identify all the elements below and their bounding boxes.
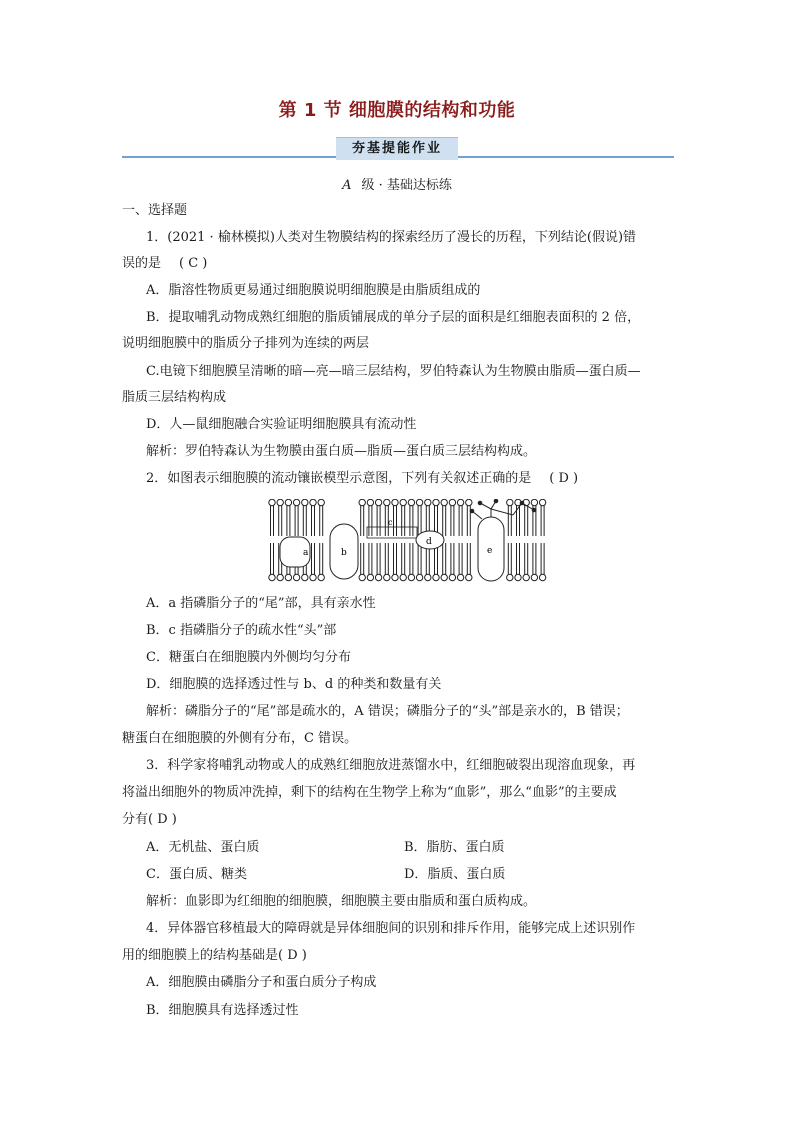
level-letter: A <box>342 178 352 193</box>
phospholipid <box>359 499 365 536</box>
q3-analysis: 解析：血影即为红细胞的细胞膜，细胞膜主要由脂质和蛋白质构成。 <box>146 894 537 909</box>
section-heading: 一、选择题 <box>122 203 188 218</box>
q2-option-d: D．细胞膜的选择透过性与 b、d 的种类和数量有关 <box>146 677 442 692</box>
phospholipid <box>539 543 545 581</box>
phospholipid <box>515 543 521 581</box>
phospholipid <box>457 543 463 581</box>
q4-stem-line2 <box>122 946 307 966</box>
label-d: d <box>426 537 432 547</box>
q4-answer: ( D ) <box>278 948 307 963</box>
q4-option-b: B．细胞膜具有选择透过性 <box>146 1003 299 1018</box>
phospholipid <box>441 499 447 536</box>
phospholipid <box>310 499 316 536</box>
phospholipid <box>318 543 324 581</box>
phospholipid <box>466 499 472 536</box>
phospholipid <box>277 499 283 536</box>
phospholipid <box>285 499 291 536</box>
q2-stem-text: 2．如图表示细胞膜的流动镶嵌模型示意图，下列有关叙述正确的是 <box>146 471 532 486</box>
q3-option-d: D．脂质、蛋白质 <box>404 867 506 882</box>
phospholipid <box>507 499 513 536</box>
phospholipid <box>466 543 472 581</box>
membrane-diagram <box>266 499 556 587</box>
page-title: 第 1 节 细胞膜的结构和功能 <box>278 100 516 121</box>
q3-stem-end: 分有 <box>122 812 149 827</box>
q4-stem-end: 用的细胞膜上的结构基础是 <box>122 948 279 963</box>
q4-stem-line1: 4．异体器官移植最大的障碍就是异体细胞间的识别和排斥作用，能够完成上述识别作 <box>146 921 636 936</box>
phospholipid <box>302 499 308 536</box>
q2-answer: ( D ) <box>549 471 579 486</box>
phospholipid <box>449 543 455 581</box>
q1-option-b-line1: B．提取哺乳动物成熟红细胞的脂质铺展成的单分子层的面积是红细胞表面积的 2 倍， <box>146 310 641 325</box>
q1-analysis: 解析：罗伯特森认为生物膜由蛋白质—脂质—蛋白质三层结构构成。 <box>146 444 537 459</box>
q2-stem <box>146 469 578 489</box>
phospholipid <box>507 543 513 581</box>
q3-stem-line2: 将溢出细胞外的物质冲洗掉，剩下的结构在生物学上称为“血影”，那么“血影”的主要成 <box>122 785 617 800</box>
q1-option-b-line2: 说明细胞膜中的脂质分子排列为连续的两层 <box>122 336 370 351</box>
q3-answer: ( D ) <box>148 812 177 827</box>
phospholipid <box>367 543 373 581</box>
q1-stem-line2 <box>122 254 207 274</box>
q2-option-a: A．a 指磷脂分子的“尾”部，具有亲水性 <box>146 596 376 611</box>
phospholipid <box>293 499 299 536</box>
label-b: b <box>341 548 347 558</box>
phospholipid <box>359 543 365 581</box>
phospholipid <box>384 543 390 581</box>
phospholipid <box>408 543 414 581</box>
q2-analysis-line1: 解析：磷脂分子的“尾”部是疏水的，A 错误；磷脂分子的“头”部是亲水的，B 错误； <box>146 704 629 719</box>
q1-option-c-line1: C.电镜下细胞膜呈清晰的暗—亮—暗三层结构，罗伯特森认为生物膜由脂质—蛋白质— <box>146 364 641 379</box>
q1-answer: ( C ) <box>179 256 208 271</box>
q2-option-b: B．c 指磷脂分子的疏水性“头”部 <box>146 623 337 638</box>
q3-option-c: C．蛋白质、糖类 <box>146 867 247 882</box>
label-e: e <box>487 546 493 556</box>
label-c: c <box>388 518 393 527</box>
phospholipid <box>392 543 398 581</box>
phospholipid <box>531 499 537 536</box>
q3-stem-line1: 3．科学家将哺乳动物或人的成熟红细胞放进蒸馏水中，红细胞破裂出现溶血现象，再 <box>146 758 636 773</box>
phospholipid <box>375 543 381 581</box>
q2-option-c: C．糖蛋白在细胞膜内外侧均匀分布 <box>146 650 351 665</box>
q1-option-d: D．人—鼠细胞融合实验证明细胞膜具有流动性 <box>146 417 417 432</box>
q3-stem-line3 <box>122 810 177 830</box>
phospholipid <box>392 499 398 536</box>
q2-analysis-line2: 糖蛋白在细胞膜的外侧有分布，C 错误。 <box>122 731 358 746</box>
phospholipid <box>457 499 463 536</box>
phospholipid <box>269 499 275 536</box>
phospholipid <box>425 499 431 536</box>
phospholipid <box>367 499 373 536</box>
phospholipid <box>433 499 439 536</box>
phospholipid <box>400 543 406 581</box>
phospholipid <box>449 499 455 536</box>
q1-option-c-line2: 脂质三层结构构成 <box>122 390 227 405</box>
q1-stem-line1: 1．(2021 · 榆林模拟)人类对生物膜结构的探索经历了漫长的历程，下列结论(假说)错 <box>146 230 637 245</box>
phospholipid <box>441 543 447 581</box>
phospholipid <box>375 499 381 536</box>
q3-option-b: B．脂肪、蛋白质 <box>404 840 505 855</box>
phospholipid <box>523 543 529 581</box>
phospholipid <box>318 499 324 536</box>
phospholipid <box>310 543 316 581</box>
phospholipid <box>523 499 529 536</box>
q4-option-a: A．细胞膜由磷脂分子和蛋白质分子构成 <box>146 975 377 990</box>
label-a: a <box>303 548 309 558</box>
phospholipid <box>400 499 406 536</box>
phospholipid <box>269 543 275 581</box>
q1-stem-end: 误的是 <box>122 256 162 271</box>
q3-option-a: A．无机盐、蛋白质 <box>146 840 260 855</box>
level-text: 级 · 基础达标练 <box>361 178 452 193</box>
phospholipid <box>539 499 545 536</box>
level-heading <box>0 174 794 193</box>
q1-option-a: A．脂溶性物质更易通过细胞膜说明细胞膜是由脂质组成的 <box>146 283 481 298</box>
phospholipid <box>408 499 414 536</box>
phospholipid <box>416 543 422 581</box>
phospholipid <box>531 543 537 581</box>
section-banner: 夯基提能作业 <box>336 137 458 160</box>
